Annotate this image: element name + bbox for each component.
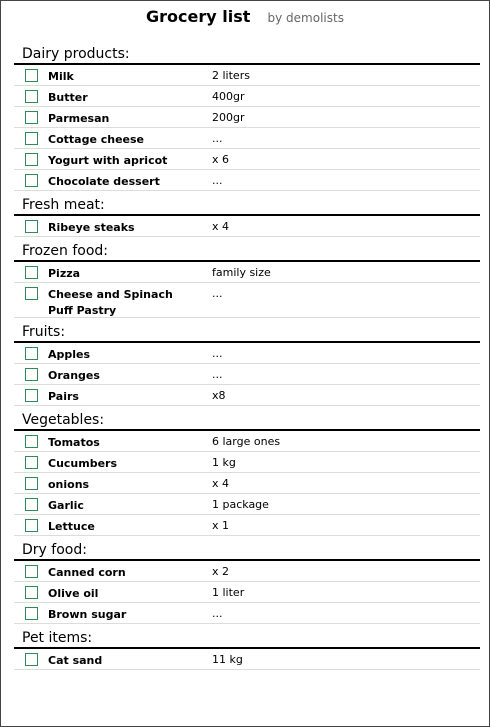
page-header <box>1 7 489 26</box>
checkbox-icon[interactable] <box>25 519 38 532</box>
item-quantity: 1 package <box>212 498 269 511</box>
item-quantity: 400gr <box>212 90 245 103</box>
list-item <box>14 515 480 536</box>
item-name: Oranges <box>48 369 100 382</box>
item-name: Tomatos <box>48 436 100 449</box>
section-title: Frozen food: <box>14 243 480 262</box>
section <box>14 542 480 624</box>
item-name: Milk <box>48 70 74 83</box>
list-item <box>14 385 480 406</box>
item-name: Yogurt with apricot <box>48 154 168 167</box>
checkbox-icon[interactable] <box>25 347 38 360</box>
item-name: Cucumbers <box>48 457 118 470</box>
item-name: Butter <box>48 91 88 104</box>
list-item <box>14 473 480 494</box>
list-item <box>14 649 480 670</box>
checkbox-icon[interactable] <box>25 266 38 279</box>
list-item <box>14 343 480 364</box>
checkbox-icon[interactable] <box>25 456 38 469</box>
list-item <box>14 494 480 515</box>
checkbox-icon[interactable] <box>25 90 38 103</box>
checkbox-icon[interactable] <box>25 607 38 620</box>
checkbox-icon[interactable] <box>25 368 38 381</box>
checkbox-icon[interactable] <box>25 111 38 124</box>
item-name: Pairs <box>48 390 79 403</box>
item-quantity: x 4 <box>212 477 230 490</box>
section-title: Dry food: <box>14 542 480 561</box>
checkbox-icon[interactable] <box>25 586 38 599</box>
item-quantity: ... <box>212 607 223 620</box>
checkbox-icon[interactable] <box>25 498 38 511</box>
list-item <box>14 128 480 149</box>
sections-container <box>14 46 480 676</box>
section <box>14 630 480 670</box>
section-title: Dairy products: <box>14 46 480 65</box>
item-name: Cheese and Spinach Puff Pastry <box>48 288 173 317</box>
item-quantity: family size <box>212 266 271 279</box>
item-quantity: 1 kg <box>212 456 236 469</box>
checkbox-icon[interactable] <box>25 653 38 666</box>
checkbox-icon[interactable] <box>25 69 38 82</box>
section-title: Pet items: <box>14 630 480 649</box>
item-quantity: x 4 <box>212 220 230 233</box>
author-byline: by demolists <box>267 11 344 25</box>
list-item <box>14 603 480 624</box>
item-name: Ribeye steaks <box>48 221 135 234</box>
item-quantity: x 2 <box>212 565 230 578</box>
list-item <box>14 364 480 385</box>
checkbox-icon[interactable] <box>25 477 38 490</box>
section-title: Fruits: <box>14 324 480 343</box>
section-title: Vegetables: <box>14 412 480 431</box>
item-quantity: ... <box>212 287 223 300</box>
list-item <box>14 86 480 107</box>
list-item <box>14 170 480 191</box>
item-name: Brown sugar <box>48 608 127 621</box>
checkbox-icon[interactable] <box>25 565 38 578</box>
list-item <box>14 216 480 237</box>
item-name: Apples <box>48 348 91 361</box>
section <box>14 197 480 237</box>
item-quantity: 200gr <box>212 111 245 124</box>
checkbox-icon[interactable] <box>25 174 38 187</box>
item-name: Garlic <box>48 499 84 512</box>
list-item <box>14 65 480 86</box>
item-quantity: ... <box>212 368 223 381</box>
item-quantity: x8 <box>212 389 226 402</box>
section <box>14 46 480 191</box>
item-name: onions <box>48 478 90 491</box>
item-quantity: 11 kg <box>212 653 243 666</box>
item-quantity: 2 liters <box>212 69 250 82</box>
item-name: Lettuce <box>48 520 95 533</box>
list-item <box>14 431 480 452</box>
section-title: Fresh meat: <box>14 197 480 216</box>
list-item <box>14 561 480 582</box>
section <box>14 412 480 536</box>
item-quantity: x 6 <box>212 153 230 166</box>
item-name: Chocolate dessert <box>48 175 160 188</box>
checkbox-icon[interactable] <box>25 435 38 448</box>
item-quantity: ... <box>212 132 223 145</box>
section <box>14 243 480 318</box>
item-quantity: 6 large ones <box>212 435 281 448</box>
list-item <box>14 582 480 603</box>
item-quantity: x 1 <box>212 519 230 532</box>
list-item <box>14 262 480 283</box>
item-name: Olive oil <box>48 587 99 600</box>
item-quantity: ... <box>212 174 223 187</box>
item-name: Parmesan <box>48 112 110 125</box>
checkbox-icon[interactable] <box>25 389 38 402</box>
section <box>14 324 480 406</box>
item-quantity: 1 liter <box>212 586 245 599</box>
checkbox-icon[interactable] <box>25 220 38 233</box>
item-name: Canned corn <box>48 566 126 579</box>
item-name: Cat sand <box>48 654 103 667</box>
item-name: Cottage cheese <box>48 133 145 146</box>
item-quantity: ... <box>212 347 223 360</box>
checkbox-icon[interactable] <box>25 132 38 145</box>
item-name: Pizza <box>48 267 81 280</box>
list-item <box>14 452 480 473</box>
checkbox-icon[interactable] <box>25 153 38 166</box>
page-title: Grocery list <box>146 7 251 26</box>
checkbox-icon[interactable] <box>25 287 38 300</box>
list-item <box>14 107 480 128</box>
list-item <box>14 283 480 318</box>
list-item <box>14 149 480 170</box>
